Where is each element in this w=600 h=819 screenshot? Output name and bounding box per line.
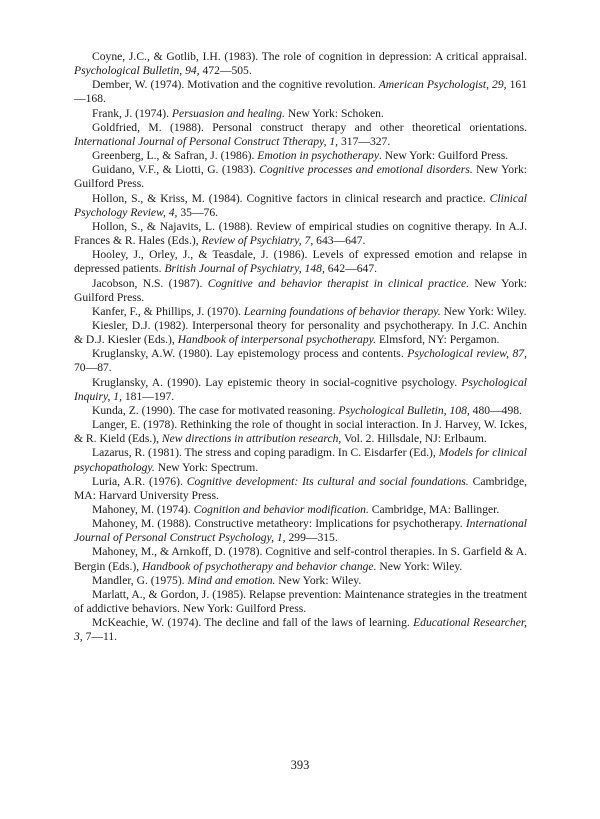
reference-entry: Hollon, S., & Kriss, M. (1984). Cognitive factors in clinical research and practice. Clinical Psychology Review, 4, 35—76. (74, 191, 527, 219)
reference-entry: Kiesler, D.J. (1982). Interpersonal theory for personality and psychotherapy. In J.C. Anchin & D.J. Kiesler (Eds.), Handbook of interpersonal psychotherapy. Elmsford, NY: Pergamon. (74, 318, 527, 347)
reference-entry: Hollon, S., & Najavits, L. (1988). Review of empirical studies on cognitive therapy. In A.J. Frances & R. Hales (Eds.), Review of Psychiatry, 7, 643—647. (74, 219, 527, 248)
reference-entry: Dember, W. (1974). Motivation and the cognitive revolution. American Psychologist, 29, 161—168. (74, 78, 527, 106)
reference-entry: Jacobson, N.S. (1987). Cognitive and behavior therapist in clinical practice. New York: Guilford Press. (74, 276, 527, 304)
reference-entry: Mandler, G. (1975). Mind and emotion. New York: Wiley. (92, 573, 362, 587)
reference-list (74, 50, 527, 645)
reference-entry: Goldfried, M. (1988). Personal construct therapy and other theoretical orientations. International Journal of Personal Construct Ttherapy, 1, 317—327. (74, 120, 527, 148)
reference-entry: Mahoney, M. (1974). Cognition and behavior modification. Cambridge, MA: Ballinger. (92, 503, 500, 516)
reference-entry: Hooley, J., Orley, J., & Teasdale, J. (1986). Levels of expressed emotion and relapse in depressed patients. British Journal of Psychiatry, 148, 642—647. (74, 248, 527, 276)
page-number: 393 (290, 758, 310, 772)
reference-entry: Greenberg, L., & Safran, J. (1986). Emotion in psychotherapy. New York: Guilford Press. (92, 149, 509, 163)
reference-entry: Coyne, J.C., & Gotlib, I.H. (1983). The role of cognition in depression: A critical appraisal. Psychological Bulletin, 94, 472—505. (74, 50, 527, 78)
reference-entry: Luria, A.R. (1976). Cognitive development: Its cultural and social foundations. Cambridge, MA: Harvard University Press. (74, 474, 527, 502)
reference-entry: Guidano, V.F., & Liotti, G. (1983). Cognitive processes and emotional disorders. New York: Guilford Press. (74, 163, 527, 191)
reference-entry: Kunda, Z. (1990). The case for motivated reasoning. Psychological Bulletin, 108, 480—498. (92, 403, 522, 417)
reference-entry: McKeachie, W. (1974). The decline and fall of the laws of learning. Educational Researcher, 3, 7—11. (74, 616, 527, 644)
reference-entry: Kanfer, F., & Phillips, J. (1970). Learning foundations of behavior therapy. New York: Wiley. (92, 304, 527, 318)
reference-entry: Mahoney, M. (1988). Constructive metatheory: Implications for psychotherapy. International Journal of Personal Construct Psychology, 1, 299—315. (74, 517, 527, 545)
reference-entry: Mahoney, M., & Arnkoff, D. (1978). Cognitive and self-control therapies. In S. Garfield & A. Bergin (Eds.), Handbook of psychotherapy and behavior change. New York: Wiley. (74, 545, 527, 573)
reference-entry: Lazarus, R. (1981). The stress and coping paradigm. In C. Eisdarfer (Ed.), Models for clinical psychopathology. New York: Spectrum. (74, 446, 527, 474)
reference-entry: Kruglansky, A. (1990). Lay epistemic theory in social-cognitive psychology. Psychological Inquiry, 1, 181—197. (74, 375, 527, 403)
reference-entry: Frank, J. (1974). Persuasion and healing. New York: Schoken. (92, 106, 384, 120)
reference-entry: Marlatt, A., & Gordon, J. (1985). Relapse prevention: Maintenance strategies in the treatment of addictive behaviors. New York: Guilford Press. (74, 587, 527, 616)
reference-entry: Kruglansky, A.W. (1980). Lay epistemology process and contents. Psychological review, 87, 70—87. (74, 347, 527, 375)
reference-entry: Langer, E. (1978). Rethinking the role of thought in social interaction. In J. Harvey, W. Ickes, & R. Kield (Eds.), New directions in attribution research, Vol. 2. Hillsdale, NJ: Erlbaum. (74, 418, 527, 446)
